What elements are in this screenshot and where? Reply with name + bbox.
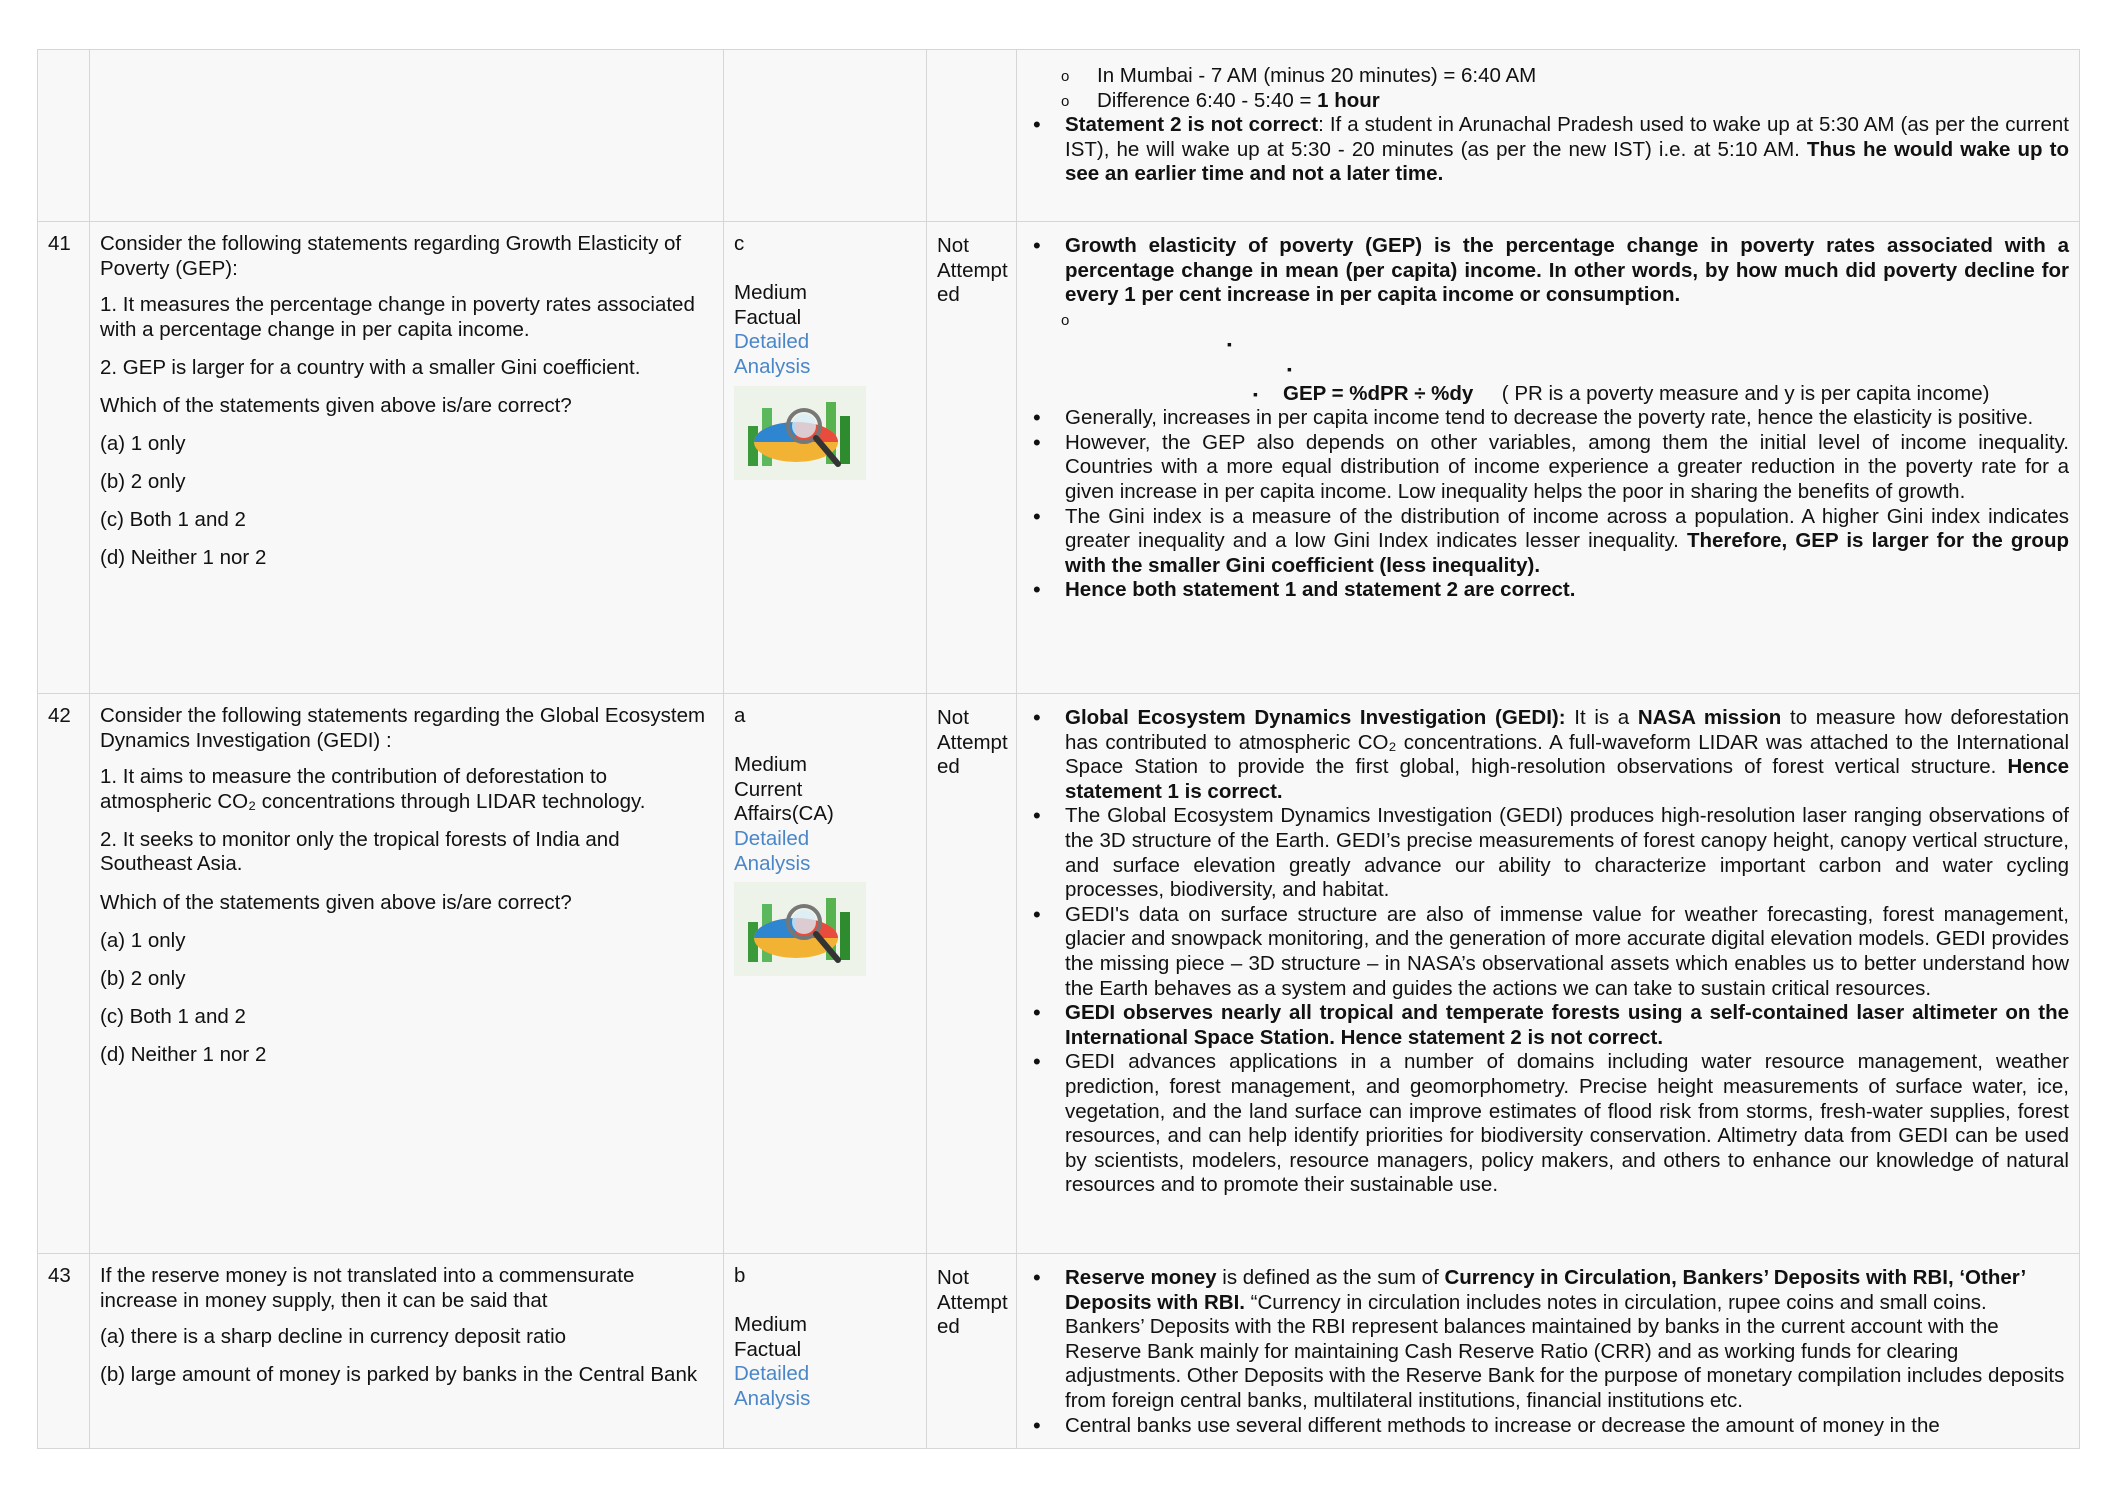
table-row: [38, 694, 2080, 1254]
list-item: • However, the GEP also depends on other variables, among them the initial level of income inequality. Countries with a more equal distribution of income experience a greater reduction in the poverty rate for a given increase in per capita income. Low inequality helps the poor in sharing the benefits of growth.: [1027, 431, 2069, 505]
list-item: • Generally, increases in per capita income tend to decrease the poverty rate, hence the elasticity is positive.: [1027, 406, 2069, 431]
question-number: 43: [38, 1254, 90, 1449]
option-a: (a) there is a sharp decline in currency deposit ratio: [100, 1325, 567, 1349]
question-type: Current: [734, 777, 803, 801]
answer-cell: [724, 694, 927, 1254]
question-type: Factual: [734, 1337, 802, 1361]
detailed-analysis-link[interactable]: Detailed: [734, 330, 810, 354]
list-item: • GEDI observes nearly all tropical and temperate forests using a self-contained laser altimeter on the International Space Station. Hence statement 2 is not correct.: [1027, 1001, 2069, 1050]
list-item: • GEDI's data on surface structure are also of immense value for weather forecasting, forest management, glacier and snowpack monitoring, and the generation of more accurate digital elevation models. GEDI provides the missing piece – 3D structure – in NASA’s observational assets which enables us to better understand how the Earth behaves as a system and guides the actions we can take to sustain critical resources.: [1027, 903, 2069, 1001]
table-row: [38, 222, 2080, 694]
question-number: 41: [38, 222, 90, 694]
question-cell: [90, 694, 724, 1254]
question-type: Affairs(CA): [734, 802, 834, 826]
detailed-analysis-link[interactable]: Detailed: [734, 826, 810, 850]
list-item: ▪: [1227, 336, 1232, 353]
question-table: [37, 49, 2080, 1449]
list-item: o In Mumbai - 7 AM (minus 20 minutes) = 6:40 AM: [1027, 64, 2069, 89]
detailed-analysis-link[interactable]: Detailed: [734, 1362, 810, 1386]
answer-cell: [724, 1254, 927, 1449]
correct-answer: b: [734, 1264, 746, 1287]
option-b: (b) 2 only: [100, 470, 186, 494]
question-cell: [90, 50, 724, 222]
status-cell: [927, 50, 1017, 222]
statement-1: 1. It aims to measure the contribution of deforestation to atmospheric CO₂ concentrations through LIDAR technology.: [100, 765, 646, 813]
status-badge: Not Attempt ed: [937, 234, 1008, 307]
formula-item: ▪ GEP = %dPR ÷ %dy ( PR is a poverty measure and y is per capita income): [1253, 381, 1990, 405]
statement-1: 1. It measures the percentage change in poverty rates associated with a percentage change in per capita income.: [100, 293, 695, 341]
question-number: [38, 50, 90, 222]
list-item: • GEDI advances applications in a number of domains including water resource management, weather prediction, forest management, and geomorphometry. Precise height measurements of surface water, ice, vegetation, and the land surface can improve estimates of flood risk from storms, fresh-water supplies, forest resources, and can help identify priorities for biodiversity conservation. Altimetry data from GEDI can be used by scientists, modelers, resource managers, policy makers, and others to enhance our knowledge of natural resources and to promote their sustainable use.: [1027, 1050, 2069, 1198]
status-cell: [927, 1254, 1017, 1449]
list-item: ▪: [1287, 360, 1292, 377]
list-item: • Central banks use several different methods to increase or decrease the amount of money in the: [1027, 1414, 2069, 1439]
list-item: • The Global Ecosystem Dynamics Investigation (GEDI) produces high-resolution laser ranging observations of the 3D structure of the Earth. GEDI’s precise measurements of forest canopy height, canopy vertical structure, and surface elevation greatly advance our ability to characterize important carbon and water cycling processes, biodiversity, and habitat.: [1027, 804, 2069, 902]
difficulty-label: Medium: [734, 1313, 807, 1337]
option-a: (a) 1 only: [100, 928, 186, 952]
question-ask: Which of the statements given above is/are correct?: [100, 890, 572, 914]
detailed-analysis-link[interactable]: Analysis: [734, 354, 811, 378]
question-stem: Consider the following statements regarding Growth Elasticity of Poverty (GEP):: [100, 232, 682, 280]
correct-answer: a: [734, 704, 746, 727]
option-d: (d) Neither 1 nor 2: [100, 1042, 267, 1066]
difficulty-label: Medium: [734, 753, 807, 777]
statement-2: 2. It seeks to monitor only the tropical forests of India and Southeast Asia.: [100, 827, 620, 876]
explanation-cell: [1017, 50, 2080, 222]
list-item: • Statement 2 is not correct: If a student in Arunachal Pradesh used to wake up at 5:30 AM (as per the current IST), he will wake up at 5:30 - 20 minutes (as per the new IST) i.e. at 5:10 AM. Thus he would wake up to see an earlier time and not a later time.: [1027, 113, 2069, 187]
option-a: (a) 1 only: [100, 432, 186, 456]
answer-cell: [724, 222, 927, 694]
table-row: [38, 1254, 2080, 1449]
option-d: (d) Neither 1 nor 2: [100, 546, 267, 570]
option-b: (b) large amount of money is parked by banks in the Central Bank: [100, 1363, 698, 1387]
detailed-analysis-link[interactable]: Analysis: [734, 1386, 811, 1410]
chart-magnifier-icon[interactable]: [734, 882, 866, 976]
question-ask: Which of the statements given above is/are correct?: [100, 393, 572, 417]
list-item: • Growth elasticity of poverty (GEP) is the percentage change in poverty rates associated with a percentage change in mean (per capita) income. In other words, by how much did poverty decline for every 1 per cent increase in per capita income or consumption.: [1027, 234, 2069, 308]
status-cell: [927, 222, 1017, 694]
list-item: o Difference 6:40 - 5:40 = 1 hour: [1027, 89, 2069, 114]
table-row: [38, 50, 2080, 222]
explanation-cell: [1017, 222, 2080, 694]
correct-answer: c: [734, 232, 745, 255]
chart-magnifier-icon[interactable]: [734, 386, 866, 480]
detailed-analysis-link[interactable]: Analysis: [734, 851, 811, 875]
question-stem: If the reserve money is not translated into a commensurate increase in money supply, then it can be said that: [100, 1264, 635, 1312]
statement-2: 2. GEP is larger for a country with a smaller Gini coefficient.: [100, 355, 641, 379]
explanation-cell: [1017, 694, 2080, 1254]
explanation-cell: [1017, 1254, 2080, 1449]
option-c: (c) Both 1 and 2: [100, 508, 246, 532]
option-b: (b) 2 only: [100, 966, 186, 990]
difficulty-label: Medium: [734, 281, 807, 305]
question-number: 42: [38, 694, 90, 1254]
answer-cell: [724, 50, 927, 222]
question-type: Factual: [734, 305, 802, 329]
question-cell: [90, 222, 724, 694]
status-badge: Not Attempt ed: [937, 1266, 1008, 1339]
list-item: • The Gini index is a measure of the distribution of income across a population. A higher Gini index indicates greater inequality and a low Gini Index indicates lesser inequality. Therefore, GEP is larger for the group with the smaller Gini coefficient (less inequality).: [1027, 505, 2069, 579]
question-cell: [90, 1254, 724, 1449]
list-item: • Hence both statement 1 and statement 2 are correct.: [1027, 578, 2069, 603]
option-c: (c) Both 1 and 2: [100, 1004, 246, 1028]
list-item: • Reserve money is defined as the sum of Currency in Circulation, Bankers’ Deposits with RBI, ‘Other’ Deposits with RBI. “Currency in circulation includes notes in circulation, rupee coins and small coins. Bankers’ Deposits with the RBI represent balances maintained by banks in the current account with the Reserve Bank mainly for maintaining Cash Reserve Ratio (CRR) and as working funds for clearing adjustments. Other Deposits with the Reserve Bank for the purpose of monetary compilation includes deposits from foreign central banks, multilateral institutions, financial institutions etc.: [1027, 1266, 2069, 1414]
list-item: • Global Ecosystem Dynamics Investigation (GEDI): It is a NASA mission to measure how deforestation has contributed to atmospheric CO₂ concentrations. A full-waveform LIDAR was attached to the International Space Station to provide the first global, high-resolution observations of forest vertical structure. Hence statement 1 is correct.: [1027, 706, 2069, 804]
status-cell: [927, 694, 1017, 1254]
status-badge: Not Attempt ed: [937, 706, 1008, 779]
list-item: [1027, 308, 2069, 333]
question-stem: Consider the following statements regarding the Global Ecosystem Dynamics Investigation (GEDI) :: [100, 704, 706, 752]
